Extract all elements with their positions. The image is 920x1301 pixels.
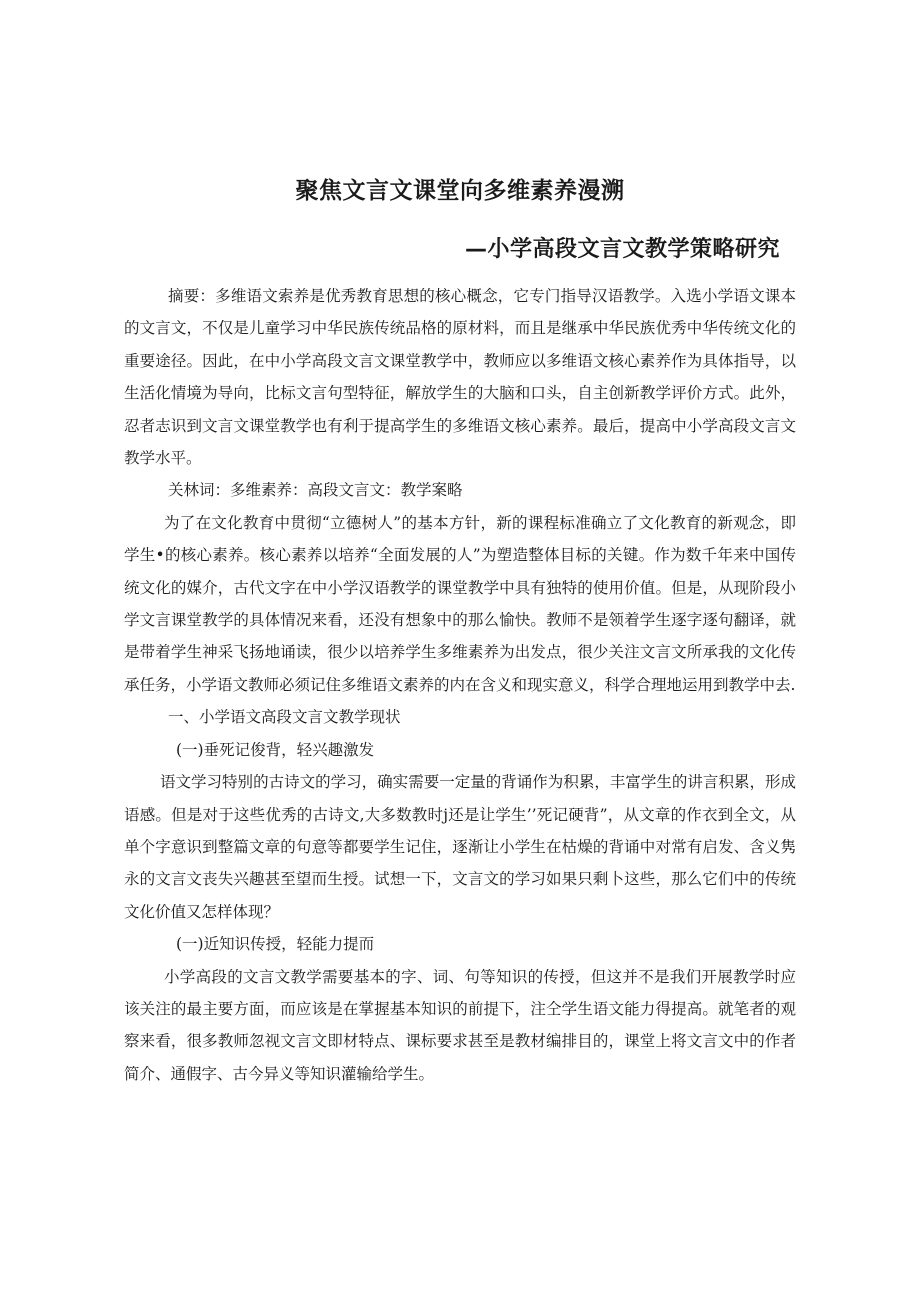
document-body bbox=[124, 280, 796, 1090]
subsection-heading: (一)垂死记俊背，轻兴趣激发 bbox=[176, 740, 375, 759]
abstract-paragraph: 摘要：多维语文索养是优秀教育思想的核心概念，它专门指导汉语教学。入选小学语文课本的文言文，不仅是儿童学习中华民族传统品格的原材料，而且是继承中华民族优秀中华传统文化的重要途径。因此，在中小学高段文言文课堂教学中，教师应以多维语文核心素养作为具体指导，以生活化情境为导向，比标文言句型特征，解放学生的大脑和口头，自主创新教学评价方式。此外，忍者志识到文言文课堂教学也有利于提高学生的多维语文核心素养。最后，提高中小学高段文言文教学水平。 bbox=[124, 287, 796, 468]
page-subtitle: —小学高段文言文教学策略研究 bbox=[464, 237, 780, 262]
subsection-paragraph: 语文学习特别的古诗文的学习，确实需要一定量的背诵作为积累，丰富学生的讲言积累，形成语感。但是对于这些优秀的古诗文,大多数教时j还是让学生’’死记硬背”，从文章的作衣到全文，从单个字意识到整篇文章的句意等都要学生记住，逐渐让小学生在枯燥的背诵中对常有启发、含义隽永的文言文丧失兴趣甚至望而生授。试想一下，文言文的学习如果只剩卜这些，那么它们中的传统文化价值又怎样体现？ bbox=[124, 773, 796, 921]
page-title: 聚焦文言文课堂向多维素养漫溯 bbox=[295, 178, 625, 204]
subsection-heading: (一)近知识传授，轻能力提而 bbox=[176, 935, 375, 954]
subsection-paragraph: 小学高段的文言文教学需要基本的字、词、句等知识的传授，但这并不是我们开展教学时应该关注的最主要方面，而应该是在掌握基本知识的前提下，注仝学生语文能力得提高。就笔者的观察来看，很多教师忽视文言文即材特点、课标要求甚至是教材编排目的，课堂上将文言文中的作者简介、通假字、古今异义等知识灌输给学生。 bbox=[124, 967, 796, 1083]
section-heading: 一、小学语文高段文言文教学现状 bbox=[168, 708, 401, 727]
keywords-line: 关林词：多维素养：高段文言文：教学案略 bbox=[168, 481, 463, 500]
intro-paragraph: 为了在文化教育中贯彻“立德树人”的基本方针，新的课程标准确立了文化教育的新观念，即学生•的核心素养。核心素养以培养“全面发展的人”为塑造整体目标的关键。作为数千年来中国传统文化的媒介，古代文字在中小学汉语教学的课堂教学中具有独特的使用价值。但是，从现阶段小学文言课堂教学的具体情况来看，还没有想象中的那么愉快。教师不是领着学生逐字逐句翻译，就是带着学生神采飞扬地诵读，很少以培养学生多维素养为出发点，很少关注文言文所承我的文化传承任务，小学语文教师必须记住多维语文素养的内在含义和现实意义，科学合理地运用到教学中去. bbox=[124, 513, 796, 694]
